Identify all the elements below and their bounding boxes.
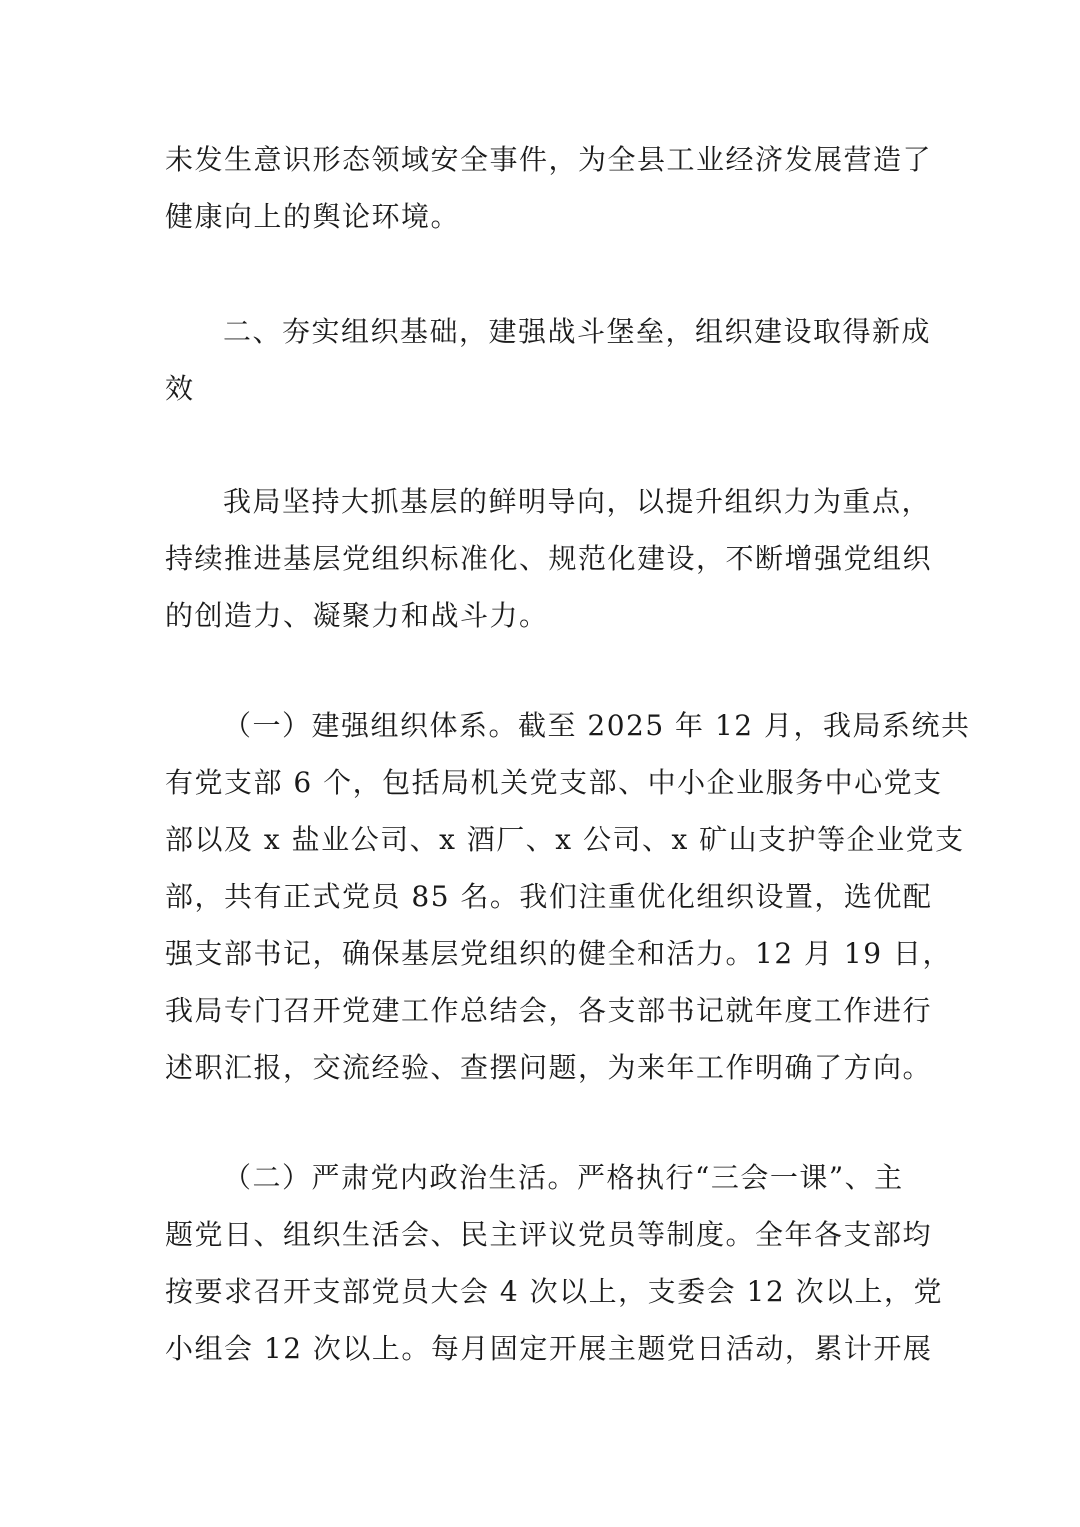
text-line: 二、夯实组织基础，建强战斗堡垒，组织建设取得新成 <box>223 315 932 348</box>
text-line: 强支部书记，确保基层党组织的健全和活力。12 月 19 日， <box>165 937 952 970</box>
text-line: 我局坚持大抓基层的鲜明导向，以提升组织力为重点， <box>223 485 932 518</box>
text-line: 述职汇报，交流经验、查摆问题，为来年工作明确了方向。 <box>165 1051 933 1084</box>
text-line: 持续推进基层党组织标准化、规范化建设，不断增强党组织 <box>165 542 933 575</box>
text-line: 效 <box>165 372 195 405</box>
text-line: 有党支部 6 个，包括局机关党支部、中小企业服务中心党支 <box>165 766 943 799</box>
paragraph-intro <box>165 473 933 644</box>
text-line: 题党日、组织生活会、民主评议党员等制度。全年各支部均 <box>165 1218 933 1251</box>
text-line: 部，共有正式党员 85 名。我们注重优化组织设置，选优配 <box>165 880 933 913</box>
section-heading-two <box>165 303 932 417</box>
text-line: 我局专门召开党建工作总结会，各支部书记就年度工作进行 <box>165 994 933 1027</box>
text-line: 未发生意识形态领域安全事件，为全县工业经济发展营造了 <box>165 143 933 176</box>
text-line: （二）严肃党内政治生活。严格执行“三会一课”、主 <box>223 1161 904 1194</box>
paragraph-ideology-summary <box>165 131 933 245</box>
paragraph-organization-system <box>165 697 971 1096</box>
text-line: 部以及 x 盐业公司、x 酒厂、x 公司、x 矿山支护等企业党支 <box>165 823 965 856</box>
text-line: 的创造力、凝聚力和战斗力。 <box>165 599 549 632</box>
paragraph-political-life <box>165 1149 944 1377</box>
text-line: 小组会 12 次以上。每月固定开展主题党日活动，累计开展 <box>165 1332 933 1365</box>
text-line: 按要求召开支部党员大会 4 次以上，支委会 12 次以上，党 <box>165 1275 944 1308</box>
text-line: 健康向上的舆论环境。 <box>165 200 461 233</box>
text-line: （一）建强组织体系。截至 2025 年 12 月，我局系统共 <box>223 709 971 742</box>
